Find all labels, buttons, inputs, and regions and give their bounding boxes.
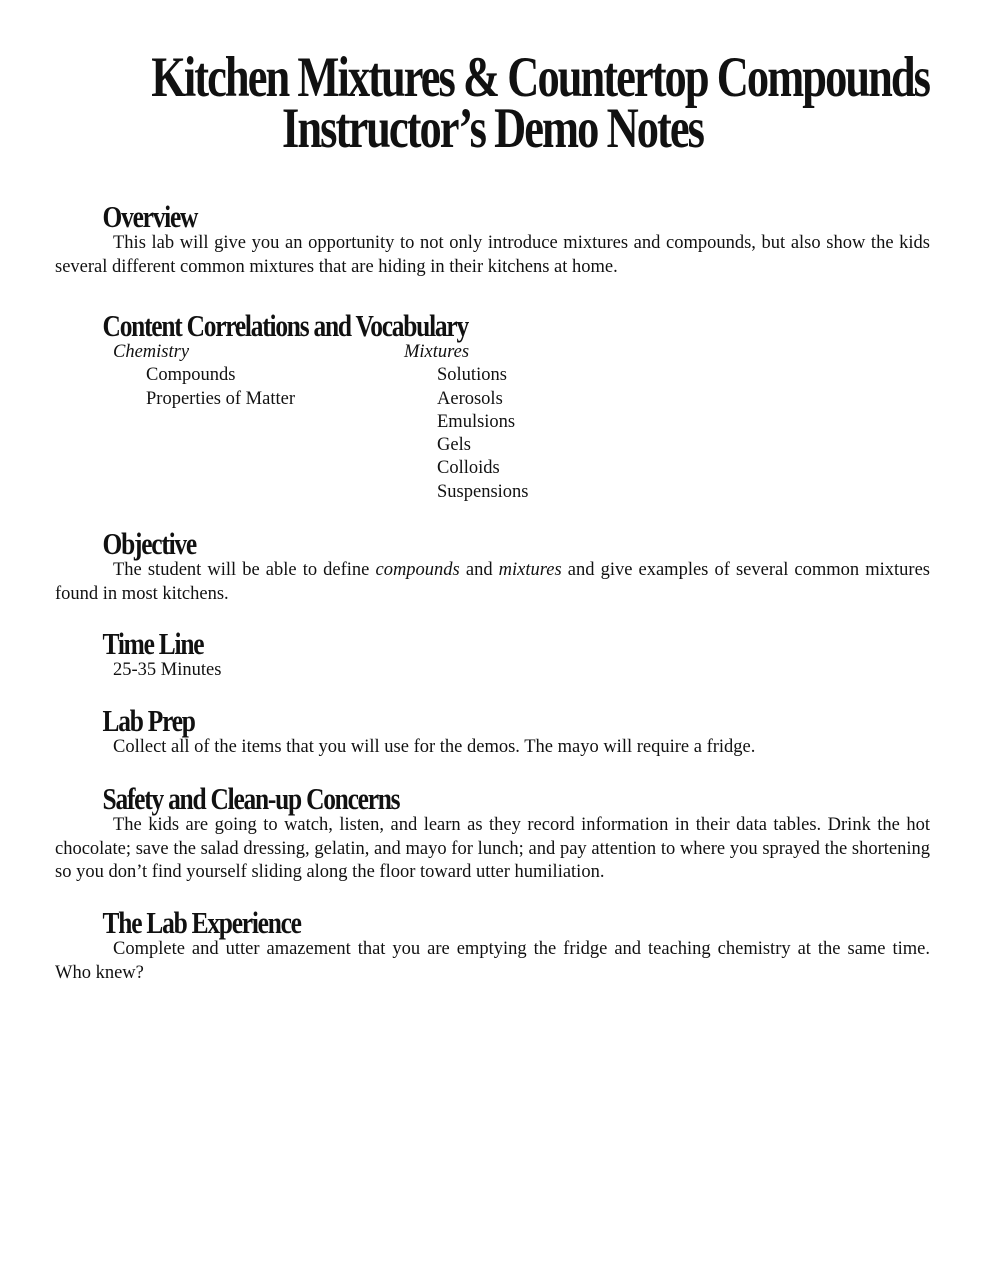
experience-heading: The Lab Experience bbox=[102, 905, 301, 940]
mixtures-item: Suspensions bbox=[437, 481, 529, 502]
objective-term-compounds: compounds bbox=[375, 560, 460, 580]
title-line-1: Kitchen Mixtures & Countertop Compounds bbox=[151, 46, 930, 109]
objective-text-a: The student will be able to define bbox=[113, 560, 376, 580]
labprep-heading: Lab Prep bbox=[102, 703, 195, 738]
objective-text bbox=[55, 559, 930, 606]
content-section bbox=[55, 308, 930, 502]
chemistry-item: Properties of Matter bbox=[146, 388, 295, 409]
timeline-text: 25-35 Minutes bbox=[113, 660, 222, 680]
objective-text-c: and give examples of several common mixtures found in most kitchens. bbox=[55, 560, 930, 604]
vocabulary-table bbox=[55, 341, 930, 501]
safety-text: The kids are going to watch, listen, and learn as they record information in their data tables. Drink the hot chocolate; save the salad dressing, gelatin, and mayo for lunch; and pay attention to where you sprayed the shortening so you don’t find yourself sliding along the floor toward utter humiliation. bbox=[55, 815, 930, 882]
title-line-2: Instructor’s Demo Notes bbox=[281, 97, 704, 160]
content-heading: Content Correlations and Vocabulary bbox=[102, 308, 468, 343]
mixtures-label: Mixtures bbox=[404, 342, 470, 362]
mixtures-column bbox=[404, 341, 529, 504]
chemistry-column bbox=[113, 341, 295, 411]
mixtures-item: Solutions bbox=[437, 365, 507, 386]
mixtures-item: Emulsions bbox=[437, 411, 516, 432]
timeline-section bbox=[55, 626, 930, 683]
labprep-section bbox=[55, 703, 930, 760]
objective-heading: Objective bbox=[102, 526, 196, 561]
objective-text-b: and bbox=[459, 560, 499, 580]
safety-section bbox=[55, 781, 930, 885]
experience-section bbox=[55, 905, 930, 985]
overview-text: This lab will give you an opportunity to not only introduce mixtures and compounds, but also show the kids several different common mixtures that are hiding in their kitchens at home. bbox=[55, 233, 930, 277]
chemistry-label: Chemistry bbox=[113, 342, 190, 362]
safety-heading: Safety and Clean-up Concerns bbox=[102, 781, 400, 816]
document-page bbox=[55, 46, 930, 983]
experience-text: Complete and utter amazement that you are emptying the fridge and teaching chemistry at the same time. Who knew? bbox=[55, 939, 930, 983]
overview-heading: Overview bbox=[102, 199, 198, 234]
mixtures-item: Colloids bbox=[437, 458, 500, 479]
timeline-heading: Time Line bbox=[102, 626, 204, 661]
document-title bbox=[151, 46, 930, 160]
objective-section bbox=[55, 526, 930, 606]
chemistry-item: Compounds bbox=[146, 365, 236, 386]
objective-term-mixtures: mixtures bbox=[498, 560, 562, 580]
overview-section bbox=[55, 199, 930, 279]
mixtures-item: Gels bbox=[437, 435, 471, 456]
mixtures-item: Aerosols bbox=[437, 388, 503, 409]
labprep-text: Collect all of the items that you will use for the demos. The mayo will require a fridge. bbox=[113, 737, 756, 757]
